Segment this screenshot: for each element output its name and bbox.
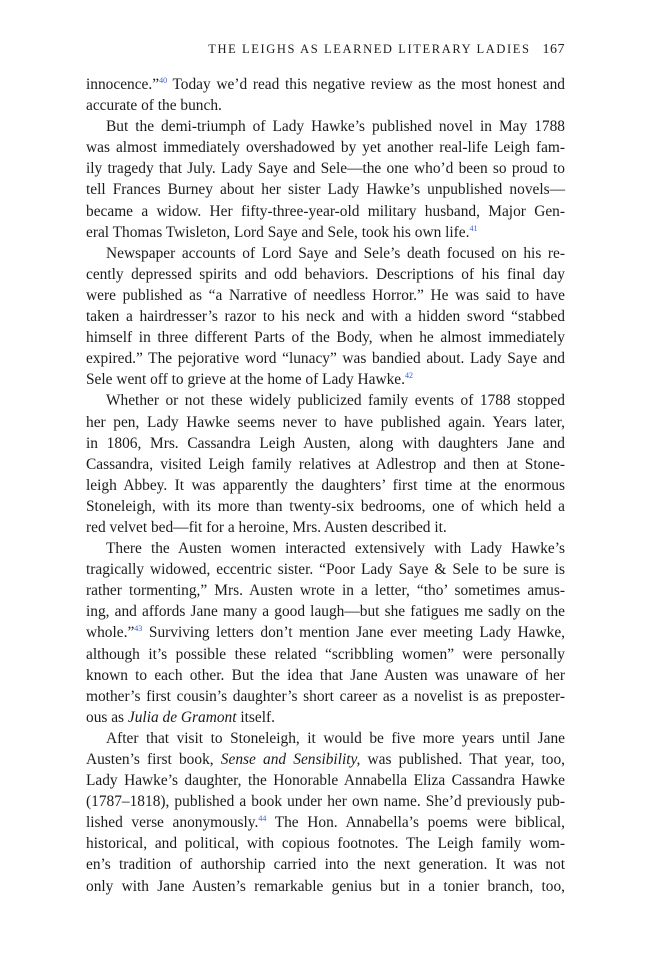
text-run: leigh Abbey. It was apparently the daughters’ first time at the enormous [86, 476, 565, 494]
text-run: Whether or not these widely publicized family events of 1788 stopped [106, 392, 565, 410]
italic-title: Julia de Gramont [127, 708, 237, 726]
text-run: Newspaper accounts of Lord Saye and Sele’s death focused on his re- [106, 244, 565, 262]
text-run: Cassandra, visited Leigh family relatives at Adlestrop and then at Stone- [86, 455, 565, 473]
italic-title: Sense and Sensibility, [220, 751, 361, 768]
footnote-marker[interactable]: 44 [258, 814, 267, 824]
text-run: The Hon. Annabella’s poems were biblical, [266, 814, 565, 832]
text-line [86, 854, 565, 875]
text-run: tell Frances Burney about her sister Lady Hawke’s unpublished novels— [86, 181, 565, 199]
text-run: Stoneleigh, with its more than twenty-six bedrooms, one of which held a [86, 497, 565, 515]
text-line [86, 644, 565, 665]
text-line [86, 665, 565, 686]
text-line [86, 158, 565, 179]
text-line [86, 601, 565, 622]
text-run: But the demi-triumph of Lady Hawke’s published novel in May 1788 [106, 118, 565, 136]
text-line [86, 327, 565, 348]
text-line [86, 496, 565, 517]
text-line [86, 179, 565, 200]
text-run: mother’s first cousin’s daughter’s short career as a novelist is as preposter- [86, 687, 565, 705]
text-line [86, 454, 565, 475]
text-line [86, 243, 565, 264]
text-run: Sele went off to grieve at the home of Lady Hawke. [86, 371, 405, 389]
text-run: became a widow. Her fifty-three-year-old military husband, Major Gen- [86, 202, 565, 220]
text-line [86, 559, 565, 580]
text-run: There the Austen women interacted extensively with Lady Hawke’s [106, 540, 565, 558]
footnote-marker[interactable]: 40 [159, 75, 168, 85]
text-run: en’s tradition of authorship carried into the next generation. It was not [86, 856, 565, 874]
running-title: THE LEIGHS AS LEARNED LITERARY LADIES [208, 42, 531, 56]
text-line [86, 833, 565, 854]
text-line [86, 369, 565, 390]
text-run: tragically widowed, eccentric sister. “Poor Lady Saye & Sele to be sure is [86, 561, 565, 579]
text-run: expired.” The pejorative word “lunacy” was bandied about. Lady Saye and [86, 350, 565, 368]
text-line [86, 137, 565, 158]
text-run: ily tragedy that July. Lady Saye and Sele—the one who’d been so proud to [86, 160, 565, 178]
text-line [86, 580, 565, 601]
text-line [86, 95, 565, 116]
text-line [86, 390, 565, 411]
text-run: ing, and affords Jane many a good laugh—but she fatigues me sadly on the [86, 603, 565, 621]
text-run: historical, and political, with copious footnotes. The Leigh family wom- [86, 835, 565, 853]
text-line [86, 201, 565, 222]
text-line [86, 433, 565, 454]
text-line [86, 686, 565, 707]
text-run: cently depressed spirits and odd behaviors. Descriptions of his final day [86, 265, 565, 283]
text-line [86, 116, 565, 137]
text-line [86, 749, 565, 770]
text-line [86, 622, 565, 643]
text-run: himself in three different Parts of the Body, when he almost immediately [86, 329, 565, 347]
text-line [86, 538, 565, 559]
text-line [86, 306, 565, 327]
page-number: 167 [542, 42, 565, 57]
text-run: was published. That year, too, [360, 751, 565, 768]
text-run: accurate of the bunch. [86, 97, 222, 115]
text-line [86, 517, 565, 538]
text-line [86, 412, 565, 433]
text-line [86, 264, 565, 285]
text-run: innocence.” [86, 76, 160, 93]
text-run: lished verse anonymously. [86, 814, 259, 832]
text-run: Today we’d read this negative review as the most honest and [167, 76, 565, 93]
text-run: Lady Hawke’s daughter, the Honorable Annabella Eliza Cassandra Hawke [86, 772, 565, 790]
text-run: Austen’s first book, [86, 751, 221, 768]
text-line [86, 876, 565, 897]
text-run: After that visit to Stoneleigh, it would be five more years until Jane [106, 729, 565, 747]
text-run: her pen, Lady Hawke seems never to have published again. Years later, [86, 413, 565, 431]
text-run: ous as [86, 708, 128, 726]
text-run: itself. [236, 708, 275, 726]
text-line [86, 285, 565, 306]
footnote-marker[interactable]: 43 [134, 624, 143, 634]
text-run: was almost immediately overshadowed by yet another real-life Leigh fam- [86, 139, 565, 157]
text-run: although it’s possible these related “scribbling women” were personally [86, 645, 565, 663]
body-text [86, 74, 565, 897]
text-line [86, 812, 565, 833]
text-line [86, 74, 565, 95]
text-run: eral Thomas Twisleton, Lord Saye and Sele, took his own life. [86, 223, 470, 241]
text-line [86, 707, 565, 728]
text-line [86, 222, 565, 243]
text-line [86, 348, 565, 369]
text-run: only with Jane Austen’s remarkable genius but in a tonier branch, too, [86, 877, 565, 895]
text-run: whole.” [86, 624, 135, 642]
footnote-marker[interactable]: 41 [469, 223, 478, 233]
text-run: Surviving letters don’t mention Jane ever meeting Lady Hawke, [142, 624, 565, 642]
text-run: were published as “a Narrative of needless Horror.” He was said to have [86, 286, 565, 304]
text-line [86, 770, 565, 791]
text-run: taken a hairdresser’s razor to his neck and with a hidden sword “stabbed [86, 308, 565, 326]
text-line [86, 475, 565, 496]
text-run: rather tormenting,” Mrs. Austen wrote in a letter, “tho’ sometimes amus- [86, 582, 565, 600]
text-run: in 1806, Mrs. Cassandra Leigh Austen, along with daughters Jane and [86, 434, 565, 452]
text-run: known to each other. But the idea that Jane Austen was unaware of her [86, 666, 565, 684]
text-line [86, 791, 565, 812]
text-line [86, 728, 565, 749]
text-run: (1787–1818), published a book under her own name. She’d previously pub- [86, 793, 565, 811]
footnote-marker[interactable]: 42 [404, 371, 413, 381]
text-run: red velvet bed—fit for a heroine, Mrs. Austen described it. [86, 518, 447, 536]
running-head [86, 40, 565, 59]
